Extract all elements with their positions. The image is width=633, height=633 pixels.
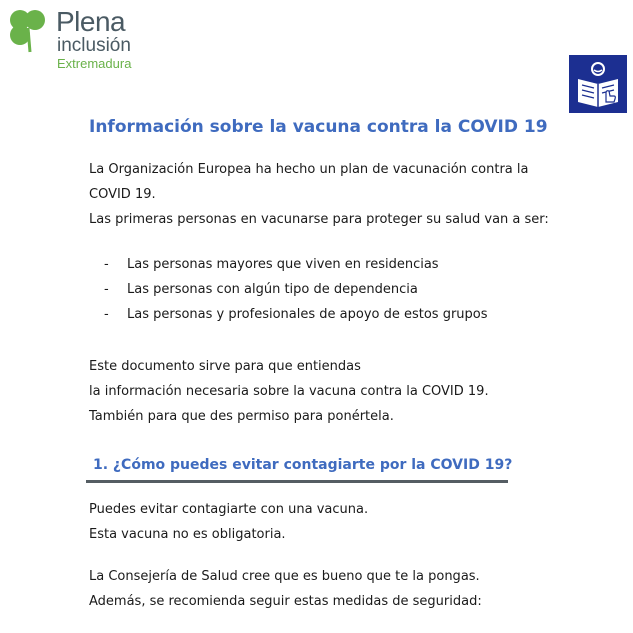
- section-divider: [86, 480, 508, 483]
- logo-name: Plena: [56, 6, 126, 37]
- intro-line-2: COVID 19.: [89, 187, 156, 202]
- plena-inclusion-logo: [8, 6, 148, 71]
- clover-logo-icon: [8, 8, 48, 54]
- logo-region: Extremadura: [57, 56, 132, 71]
- list-item: [104, 302, 488, 327]
- section-1-text-line-4: Además, se recomienda seguir estas medidas de seguridad:: [89, 594, 482, 609]
- section-1-text-line-3: La Consejería de Salud cree que es bueno que te la pongas.: [89, 569, 480, 584]
- list-item-text: Las personas y profesionales de apoyo de estos grupos: [127, 307, 488, 322]
- list-bullet: -: [104, 257, 109, 272]
- list-bullet: -: [104, 282, 109, 297]
- list-item: [104, 252, 488, 277]
- intro-line-3: Las primeras personas en vacunarse para proteger su salud van a ser:: [89, 212, 549, 227]
- logo-subname: inclusión: [57, 35, 131, 56]
- document-title: Información sobre la vacuna contra la COVID 19: [89, 117, 548, 137]
- purpose-line-3: También para que des permiso para ponértela.: [89, 409, 394, 424]
- purpose-line-1: Este documento sirve para que entiendas: [89, 359, 361, 374]
- section-1-heading: 1. ¿Cómo puedes evitar contagiarte por la COVID 19?: [93, 457, 513, 473]
- easy-read-badge: [569, 55, 627, 113]
- purpose-line-2: la información necesaria sobre la vacuna contra la COVID 19.: [89, 384, 489, 399]
- section-1-text-line-2: Esta vacuna no es obligatoria.: [89, 527, 286, 542]
- section-1-text-line-1: Puedes evitar contagiarte con una vacuna.: [89, 502, 369, 517]
- list-item-text: Las personas con algún tipo de dependencia: [127, 282, 418, 297]
- list-bullet: -: [104, 307, 109, 322]
- easy-read-icon: [569, 55, 627, 113]
- list-item-text: Las personas mayores que viven en residencias: [127, 257, 439, 272]
- priority-groups-list: [104, 252, 488, 327]
- intro-line-1: La Organización Europea ha hecho un plan de vacunación contra la: [89, 162, 529, 177]
- list-item: [104, 277, 488, 302]
